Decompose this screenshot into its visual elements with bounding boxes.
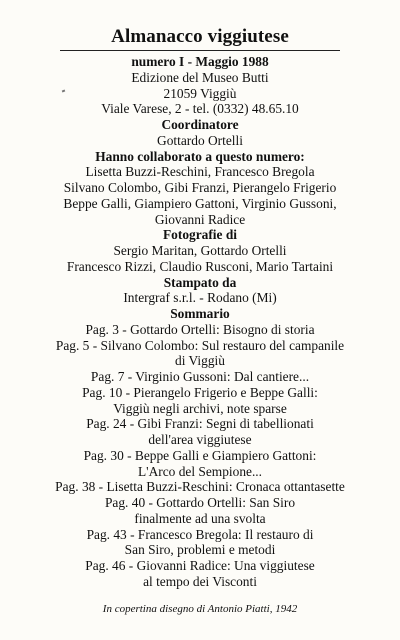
summary-line: al tempo dei Visconti bbox=[143, 573, 257, 589]
summary-line: Pag. 38 - Lisetta Buzzi-Reschini: Cronaca ottantasette bbox=[55, 479, 345, 495]
issue-number: numero I - Maggio 1988 bbox=[131, 54, 269, 69]
summary-line: Pag. 10 - Pierangelo Frigerio e Beppe Galli: bbox=[82, 384, 318, 400]
summary-line: Pag. 40 - Gottardo Ortelli: San Siro bbox=[104, 495, 296, 510]
contributors-heading: Hanno collaborato a questo numero: bbox=[95, 148, 305, 164]
summary-line: L'Arco del Sempione... bbox=[137, 463, 262, 479]
summary-line: finalmente ad una svolta bbox=[134, 510, 266, 526]
summary-line: Pag. 3 - Gottardo Ortelli: Bisogno di storia bbox=[85, 321, 315, 337]
contributors-line: Beppe Galli, Giampiero Gattoni, Virginio Gussoni, bbox=[63, 195, 337, 211]
coordinator-heading: Coordinatore bbox=[161, 117, 239, 132]
colophon-content bbox=[0, 54, 400, 590]
summary-line: dell'area viggiutese bbox=[148, 432, 252, 447]
summary-line: di Viggiù bbox=[175, 353, 225, 369]
issue-edition: Edizione del Museo Butti bbox=[131, 69, 269, 85]
summary-line: Pag. 7 - Virginio Gussoni: Dal cantiere... bbox=[90, 369, 310, 384]
summary-line: Viggiù negli archivi, note sparse bbox=[113, 400, 287, 416]
summary-line: San Siro, problemi e metodi bbox=[124, 542, 276, 558]
title-rule bbox=[60, 50, 340, 51]
contributors-line: Giovanni Radice bbox=[154, 211, 246, 227]
printer-name: Intergraf s.r.l. - Rodano (Mi) bbox=[123, 290, 277, 306]
cover-credit: In copertina disegno di Antonio Piatti, 1942 bbox=[102, 603, 298, 615]
photos-line: Sergio Maritan, Gottardo Ortelli bbox=[113, 243, 287, 258]
coordinator-name: Gottardo Ortelli bbox=[157, 132, 243, 148]
printing-heading: Stampato da bbox=[163, 274, 237, 290]
issue-city: 21059 Viggiù bbox=[163, 85, 237, 101]
contributors-line: Lisetta Buzzi-Reschini, Francesco Bregola bbox=[85, 164, 315, 180]
photos-heading: Fotografie di bbox=[162, 227, 237, 243]
issue-address: Viale Varese, 2 - tel. (0332) 48.65.10 bbox=[101, 101, 299, 117]
summary-line: Pag. 30 - Beppe Galli e Giampiero Gattoni: bbox=[83, 447, 317, 463]
contributors-line: Silvano Colombo, Gibi Franzi, Pierangelo Frigerio bbox=[63, 180, 337, 195]
photos-line: Francesco Rizzi, Claudio Rusconi, Mario Tartaini bbox=[66, 258, 334, 274]
summary-line: Pag. 5 - Silvano Colombo: Sul restauro del campanile bbox=[55, 337, 345, 353]
page-title: Almanacco viggiutese bbox=[111, 26, 289, 47]
summary-line: Pag. 46 - Giovanni Radice: Una viggiutese bbox=[85, 558, 315, 573]
summary-heading: Sommario bbox=[170, 306, 230, 321]
summary-line: Pag. 24 - Gibi Franzi: Segni di tabellionati bbox=[86, 416, 314, 432]
summary-line: Pag. 43 - Francesco Bregola: Il restauro di bbox=[86, 526, 314, 542]
